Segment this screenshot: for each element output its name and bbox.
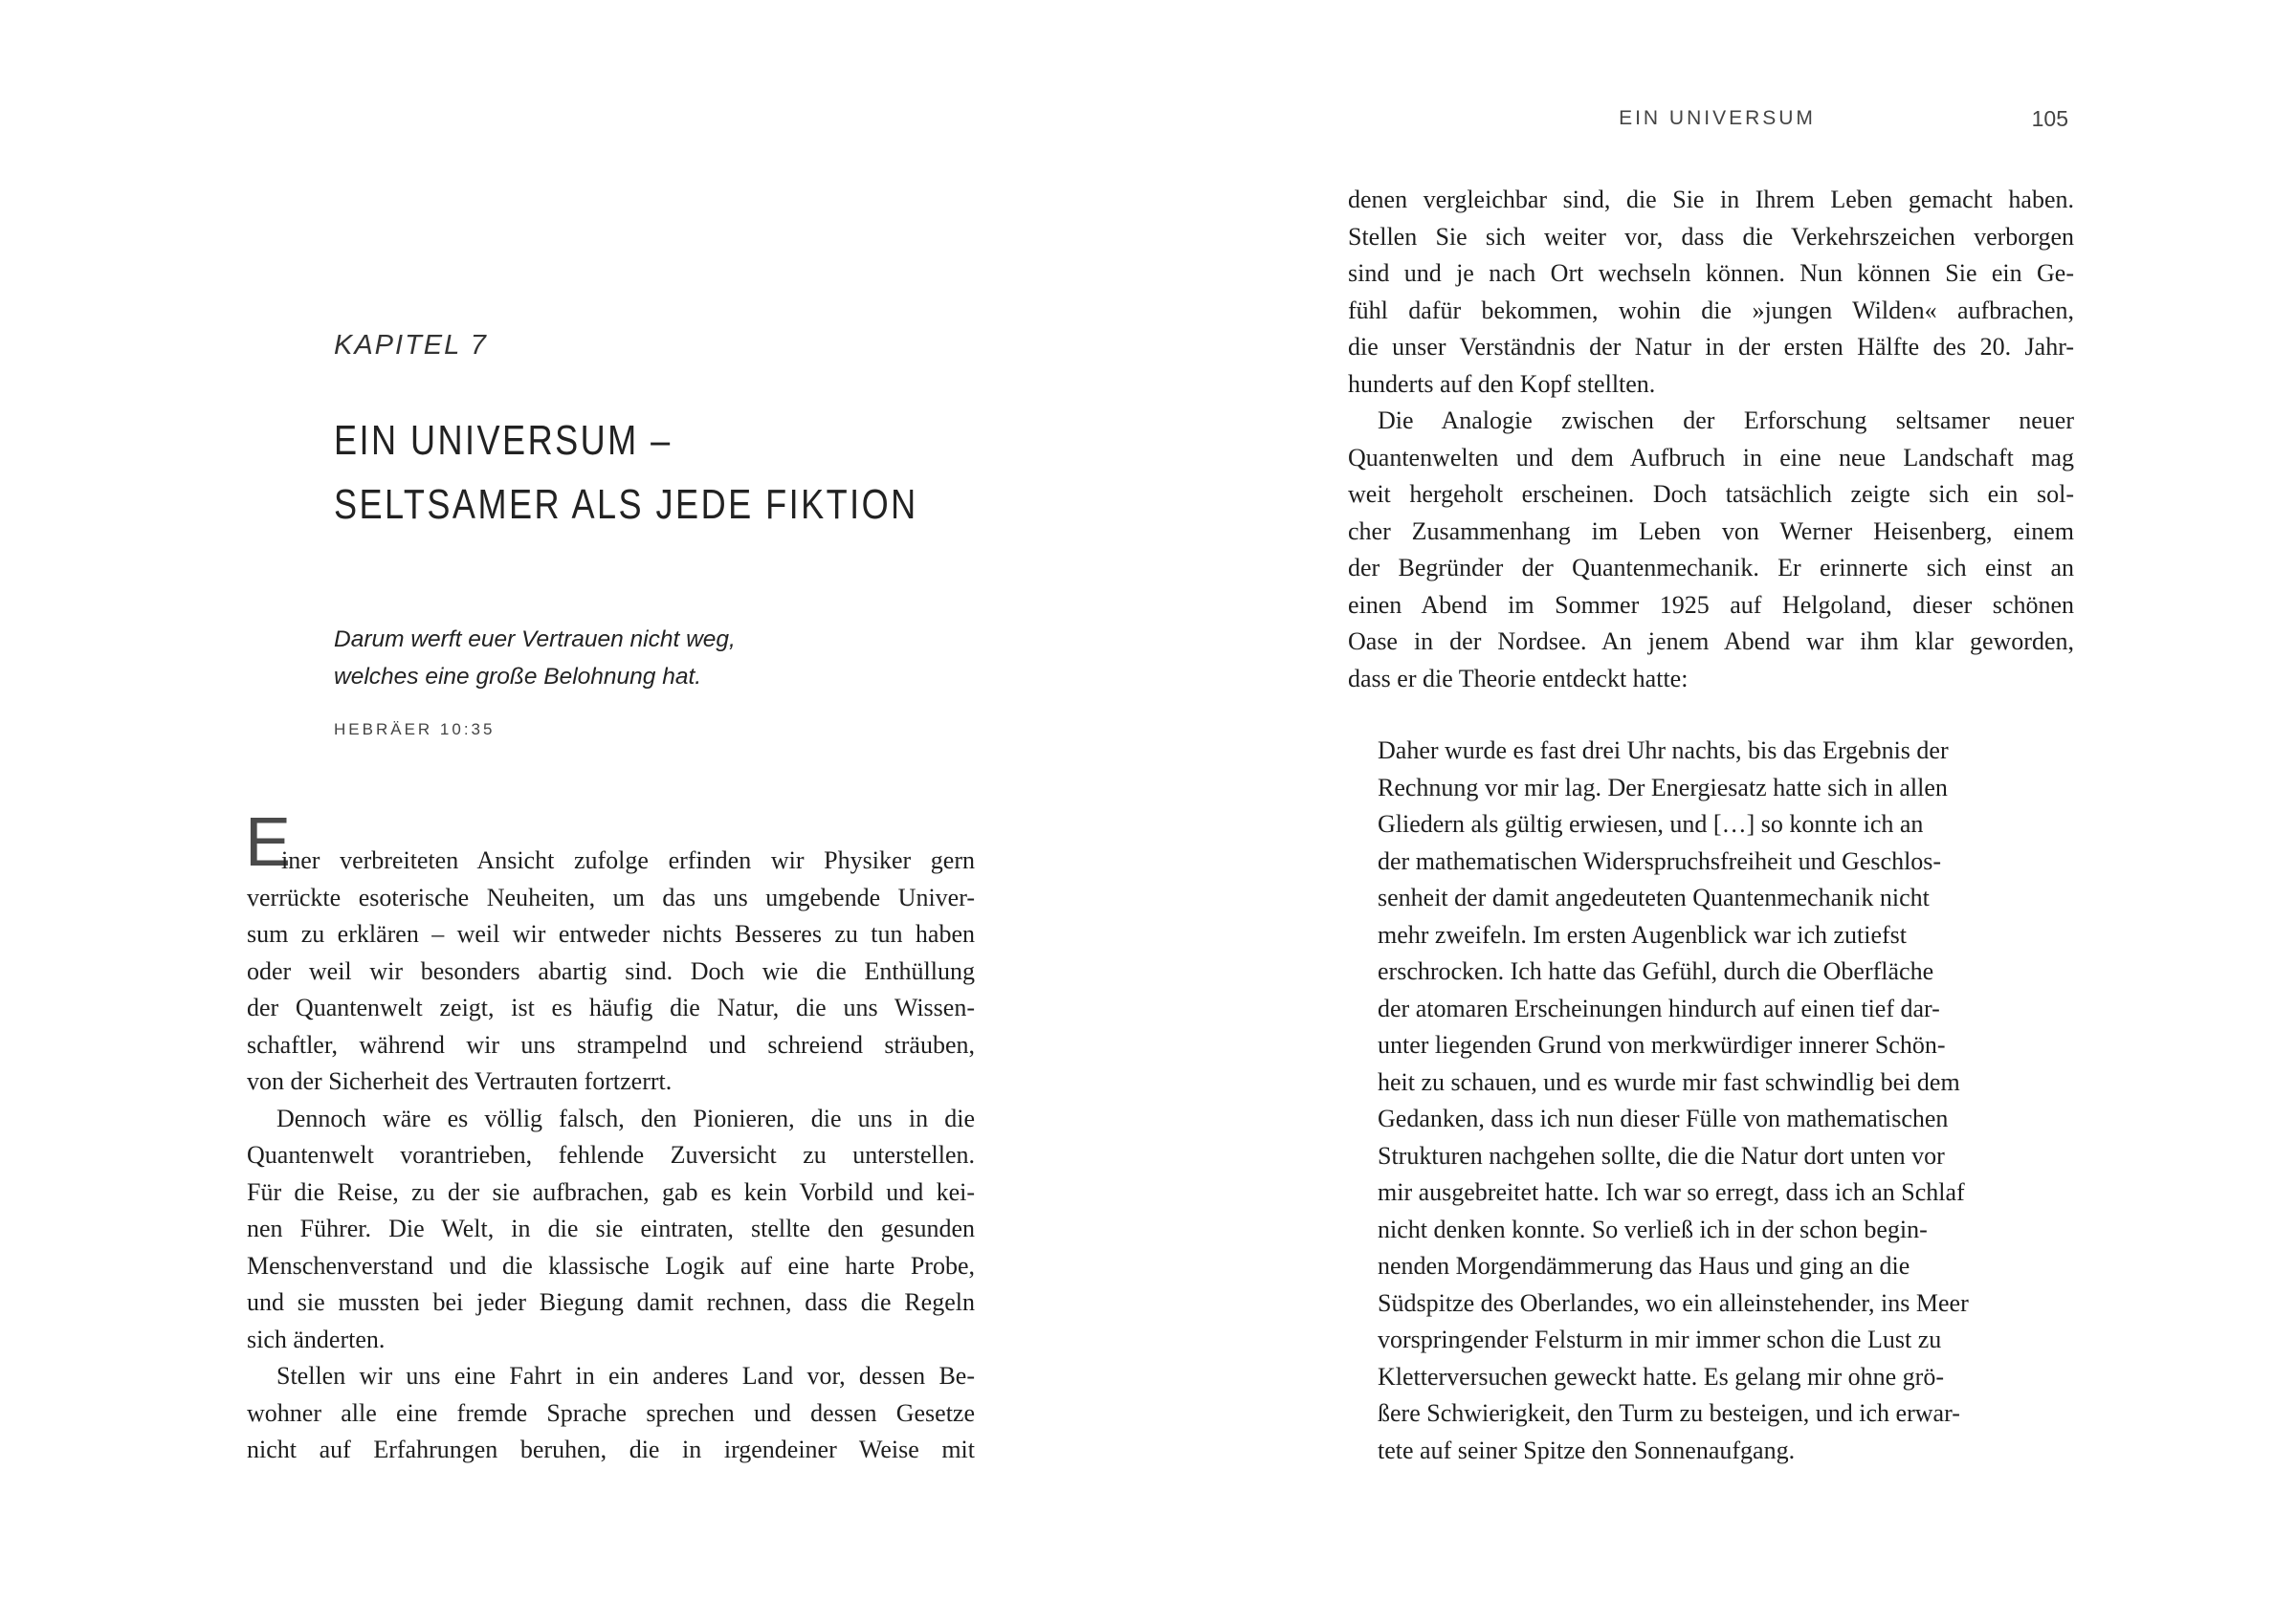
text-line: Dennoch wäre es völlig falsch, den Pionieren, die uns in die — [276, 1104, 975, 1132]
quote-line: Gliedern als gültig erwiesen, und […] so konnte ich an — [1378, 810, 1924, 838]
quote-line: senheit der damit angedeuteten Quantenmechanik nicht — [1378, 884, 1930, 911]
text-line: der Begründer der Quantenmechanik. Er erinnerte sich einst an — [1348, 554, 2074, 581]
left-body-text — [247, 843, 975, 1469]
quote-line: Südspitze des Oberlandes, wo ein alleinstehender, ins Meer — [1378, 1288, 1969, 1317]
text-line: Quantenwelten und dem Aufbruch in eine neue Landschaft mag — [1348, 443, 2074, 472]
text-line: Die Analogie zwischen der Erforschung seltsamer neuer — [1378, 406, 2074, 434]
text-line: cher Zusammenhang im Leben von Werner Heisenberg, einem — [1348, 516, 2074, 545]
quote-line: nicht denken konnte. So verließ ich in der schon begin- — [1378, 1215, 1928, 1243]
page-number: 105 — [2031, 106, 2068, 131]
quote-line: mehr zweifeln. Im ersten Augenblick war ich zutiefst — [1378, 920, 1908, 949]
quote-line: Strukturen nachgehen sollte, die die Natur dort unten vor — [1378, 1141, 1945, 1170]
drop-cap: E — [245, 804, 292, 881]
quote-line: ßere Schwierigkeit, den Turm zu besteigen, und ich erwar- — [1378, 1399, 1960, 1427]
text-line: denen vergleichbar sind, die Sie in Ihrem Leben gemacht haben. — [1348, 186, 2074, 213]
text-line: sich änderten. — [247, 1325, 386, 1353]
text-line: von der Sicherheit des Vertrauten fortzerrt. — [247, 1067, 673, 1095]
text-line: nen Führer. Die Welt, in die sie eintraten, stellte den gesunden — [247, 1215, 975, 1242]
text-line: hunderts auf den Kopf stellten. — [1348, 369, 1656, 398]
text-line: einen Abend im Sommer 1925 auf Helgoland, dieser schönen — [1348, 590, 2074, 619]
epigraph-line-2: welches eine große Belohnung hat. — [334, 664, 702, 690]
quote-line: tete auf seiner Spitze den Sonnenaufgang. — [1378, 1436, 1796, 1464]
text-line: Stellen Sie sich weiter vor, dass die Verkehrszeichen verborgen — [1348, 222, 2074, 251]
quote-line: Rechnung vor mir lag. Der Energiesatz hatte sich in allen — [1378, 773, 1948, 801]
quote-line: Kletterversuchen geweckt hatte. Es gelang mir ohne grö- — [1378, 1362, 1944, 1391]
text-line: oder weil wir besonders abartig sind. Doch wie die Enthüllung — [247, 956, 975, 985]
running-head: EIN UNIVERSUM — [1619, 107, 1816, 129]
text-line: schaftler, während wir uns strampelnd und schreiend sträuben, — [247, 1030, 975, 1059]
chapter-title-line-1: EIN UNIVERSUM – — [334, 417, 673, 464]
text-line: Menschenverstand und die klassische Logik auf eine harte Probe, — [247, 1251, 975, 1280]
text-line: verrückte esoterische Neuheiten, um das uns umgebende Univer- — [247, 883, 975, 911]
right-body-text — [1348, 182, 2074, 697]
text-line: Stellen wir uns eine Fahrt in ein anderes Land vor, dessen Be- — [276, 1362, 975, 1390]
quote-line: der atomaren Erscheinungen hindurch auf einen tief dar- — [1378, 994, 1940, 1022]
quote-line: vorspringender Felsturm in mir immer schon die Lust zu — [1378, 1326, 1942, 1353]
chapter-label: KAPITEL 7 — [334, 330, 488, 361]
text-line: weit hergeholt erscheinen. Doch tatsächlich zeigte sich ein sol- — [1348, 480, 2074, 508]
quote-line: unter liegenden Grund von merkwürdiger innerer Schön- — [1378, 1031, 1946, 1059]
quote-line: erschrocken. Ich hatte das Gefühl, durch die Oberfläche — [1378, 957, 1934, 985]
epigraph-source: HEBRÄER 10:35 — [334, 720, 496, 738]
quote-line: nenden Morgendämmerung das Haus und ging an die — [1378, 1252, 1910, 1280]
text-line: Oase in der Nordsee. An jenem Abend war ihm klar geworden, — [1348, 627, 2074, 655]
text-line: sum zu erklären – weil wir entweder nichts Besseres zu tun haben — [247, 920, 975, 948]
text-line: Für die Reise, zu der sie aufbrachen, gab es kein Vorbild und kei- — [247, 1177, 975, 1206]
text-line: und sie mussten bei jeder Biegung damit rechnen, dass die Regeln — [247, 1288, 975, 1316]
text-line: Quantenwelt vorantrieben, fehlende Zuversicht zu unterstellen. — [247, 1141, 975, 1169]
text-line: fühl dafür bekommen, wohin die »jungen Wilden« aufbrachen, — [1348, 296, 2074, 324]
quote-line: mir ausgebreitet hatte. Ich war so erregt, dass ich an Schlaf — [1378, 1178, 1965, 1206]
text-line: sind und je nach Ort wechseln können. Nun können Sie ein Ge- — [1348, 259, 2074, 287]
text-line: der Quantenwelt zeigt, ist es häufig die Natur, die uns Wissen- — [247, 994, 975, 1021]
quote-line: heit zu schauen, und es wurde mir fast schwindlig bei dem — [1378, 1067, 1960, 1096]
text-line: nicht auf Erfahrungen beruhen, die in irgendeiner Weise mit — [247, 1436, 975, 1463]
text-line: die unser Verständnis der Natur in der ersten Hälfte des 20. Jahr- — [1348, 333, 2074, 361]
text-line: wohner alle eine fremde Sprache sprechen und dessen Gesetze — [247, 1398, 975, 1427]
quote-line: der mathematischen Widerspruchsfreiheit und Geschlos- — [1378, 846, 1942, 875]
block-quote — [1378, 733, 2066, 1469]
epigraph-line-1: Darum werft euer Vertrauen nicht weg, — [334, 626, 736, 652]
text-line: iner verbreiteten Ansicht zufolge erfinden wir Physiker gern — [281, 846, 975, 874]
quote-line: Gedanken, dass ich nun dieser Fülle von mathematischen — [1378, 1105, 1949, 1132]
quote-line: Daher wurde es fast drei Uhr nachts, bis das Ergebnis der — [1378, 736, 1949, 764]
chapter-title-line-2: SELTSAMER ALS JEDE FIKTION — [334, 481, 918, 528]
text-line: dass er die Theorie entdeckt hatte: — [1348, 664, 1689, 692]
